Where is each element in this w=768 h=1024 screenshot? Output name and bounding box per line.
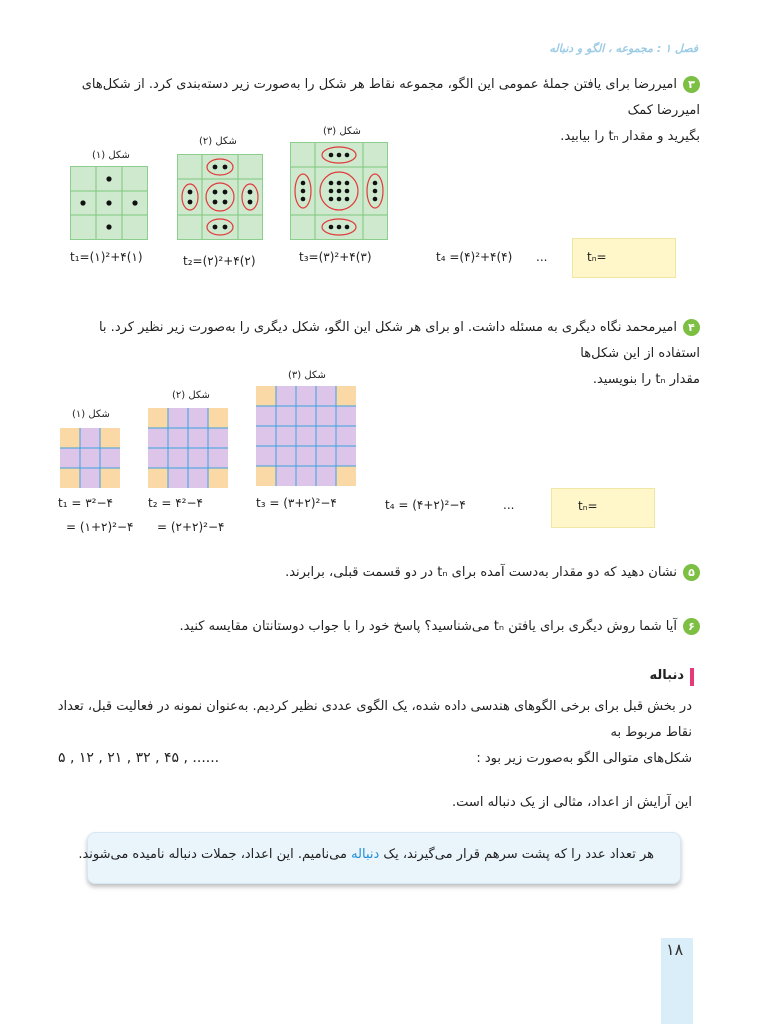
figure-label-1: شکل (۱) bbox=[92, 150, 130, 161]
definition-keyword: دنباله bbox=[351, 847, 380, 862]
definition-part-1: هر تعداد عدد را که پشت سرهم قرار می‌گیرند، یک bbox=[379, 847, 654, 862]
question-5 bbox=[60, 560, 700, 586]
definition-text bbox=[78, 847, 654, 862]
formula-t1: t₁=(۱)²+۴(۱) bbox=[70, 250, 143, 264]
paragraph-line: شکل‌های متوالی الگو به‌صورت زیر بود : bbox=[476, 751, 692, 766]
figure-label-2: شکل (۲) bbox=[199, 136, 237, 147]
paragraph-line: در بخش قبل برای برخی الگوهای هندسی داده شده، یک الگوی عددی نظیر کردیم. به‌عنوان نمونه در فعالیت قبل، تعداد نقاط مربوط به bbox=[57, 699, 692, 740]
question-4-line1: امیرمحمد نگاه دیگری به مسئله داشت. او برای هر شکل این الگو، شکل دیگری را به‌صورت زیر نظیر کرد. با استفاده از این شکل‌ها bbox=[98, 320, 700, 361]
question-number: ۵ bbox=[683, 564, 700, 581]
square-figure-3 bbox=[256, 386, 356, 490]
formula-t4: t₄ =(۴)²+۴(۴) bbox=[436, 250, 513, 264]
ellipsis: ... bbox=[503, 498, 515, 512]
answer-label: tₙ= bbox=[578, 499, 598, 513]
formula-t1-expansion: = (۱+۲)²−۴ bbox=[66, 520, 134, 534]
answer-box[interactable] bbox=[572, 238, 676, 278]
dot-figure-3 bbox=[290, 142, 388, 240]
figure-label-2: شکل (۲) bbox=[172, 390, 210, 401]
dot-figure-2 bbox=[177, 154, 263, 240]
formula-t2-expansion: = (۲+۲)²−۴ bbox=[157, 520, 225, 534]
question-3 bbox=[60, 72, 700, 150]
question-3-line1: امیررضا برای یافتن جملهٔ عمومی این الگو، مجموعه نقاط هر شکل را به‌صورت زیر دسته‌بندی کرد. از شکل‌های امیررضا کمک bbox=[81, 77, 700, 118]
question-number: ۴ bbox=[683, 319, 700, 336]
question-5-text: نشان دهید که دو مقدار به‌دست آمده برای tₙ در دو قسمت قبلی، برابرند. bbox=[285, 565, 677, 580]
definition-box bbox=[78, 832, 681, 884]
chapter-title: فصل ۱ : مجموعه ، الگو و دنباله bbox=[549, 42, 698, 55]
question-4 bbox=[60, 315, 700, 393]
dot-figure-1 bbox=[70, 166, 148, 240]
figure-label-1: شکل (۱) bbox=[72, 409, 110, 420]
question-4-line2: مقدار tₙ را بنویسید. bbox=[592, 372, 700, 387]
figure-label-3: شکل (۳) bbox=[288, 370, 326, 381]
question-number: ۳ bbox=[683, 76, 700, 93]
ellipsis: ... bbox=[536, 250, 548, 264]
formula-t2: t₂=(۲)²+۴(۲) bbox=[183, 254, 256, 268]
section-title: دنباله bbox=[649, 668, 684, 683]
answer-label: tₙ= bbox=[587, 250, 607, 264]
answer-box[interactable] bbox=[551, 488, 655, 528]
formula-t1: t₁ = ۳²−۴ bbox=[58, 496, 113, 510]
formula-t3: t₃=(۳)²+۴(۳) bbox=[299, 250, 372, 264]
section-paragraph-2: این آرایش از اعداد، مثالی از یک دنباله است. bbox=[452, 795, 692, 810]
square-figure-1 bbox=[60, 428, 120, 492]
formula-t2: t₂ = ۴²−۴ bbox=[148, 496, 203, 510]
section-marker bbox=[690, 668, 694, 686]
question-6 bbox=[60, 614, 700, 640]
definition-part-2: می‌نامیم. این اعداد، جملات دنباله نامیده می‌شوند. bbox=[78, 847, 352, 862]
formula-t4: t₄ = (۴+۲)²−۴ bbox=[385, 498, 466, 512]
square-figure-2 bbox=[148, 408, 228, 492]
formula-t3: t₃ = (۳+۲)²−۴ bbox=[256, 496, 337, 510]
question-6-text: آیا شما روش دیگری برای یافتن tₙ می‌شناسید؟ پاسخ خود را با جواب دوستانتان مقایسه کنید. bbox=[179, 619, 677, 634]
figure-label-3: شکل (۳) bbox=[323, 126, 361, 137]
sequence: ۵ , ۱۲ , ۲۱ , ۳۲ , ۴۵ , ...... bbox=[58, 750, 220, 766]
page-number: ۱۸ bbox=[666, 940, 684, 959]
question-number: ۶ bbox=[683, 618, 700, 635]
question-3-line2: بگیرید و مقدار tₙ را بیابید. bbox=[560, 129, 700, 144]
